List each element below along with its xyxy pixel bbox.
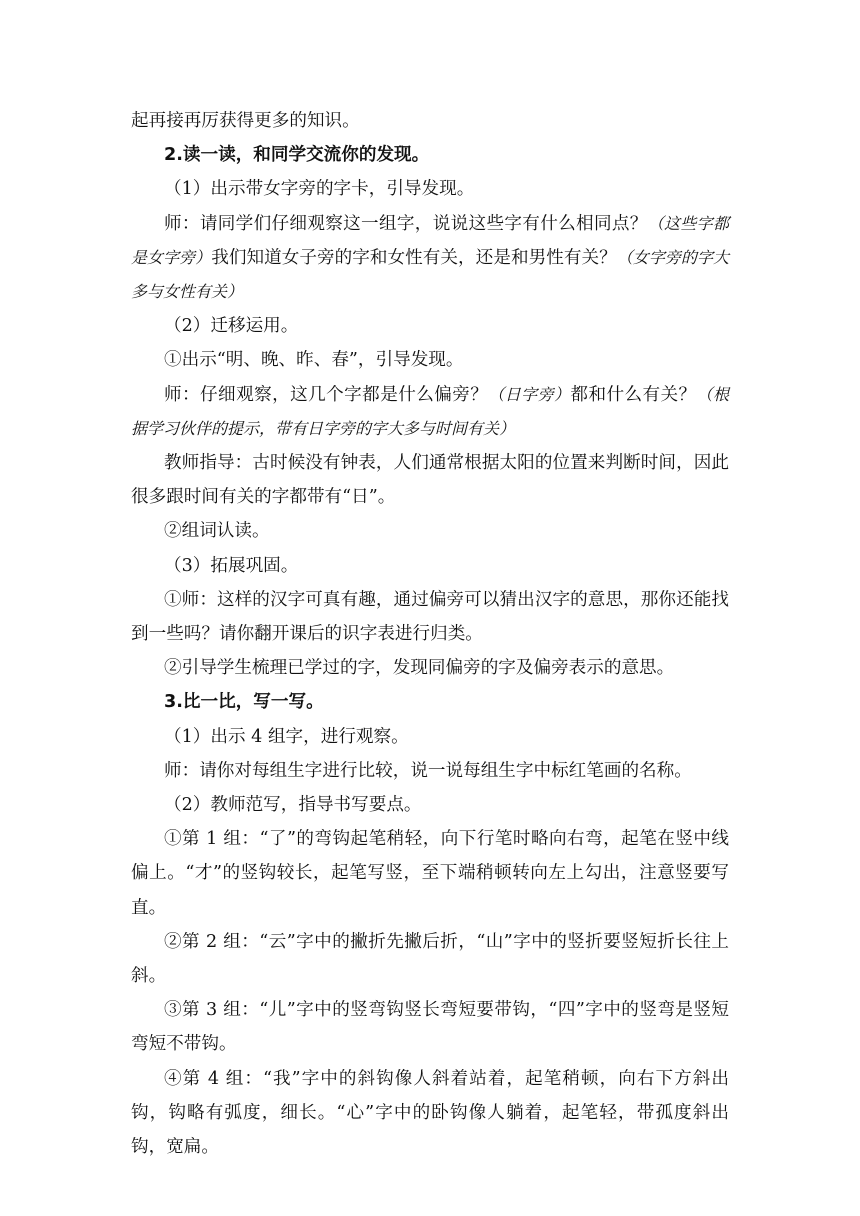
paragraph: ③第 3 组：“儿”字中的竖弯钩竖长弯短要带钩，“四”字中的竖弯是竖短弯短不带钩。 [131,1000,729,1055]
paragraph: ②组词认读。 [164,521,270,542]
paragraph [131,207,729,310]
paragraph: （3）拓展巩固。 [164,555,299,576]
paragraph: （2）教师范写，指导书写要点。 [164,795,422,816]
answer-note: （女字旁的字大多与女性有关） [131,247,729,302]
paragraph: 教师指导：古时候没有钟表，人们通常根据太阳的位置来判断时间，因此很多跟时间有关的字都带有“日”。 [131,453,729,508]
paragraph: 师：请你对每组生字进行比较，说一说每组生字中标红笔画的名称。 [164,760,692,781]
document-body [131,104,729,1164]
section-heading: 3.比一比，写一写。 [164,692,324,713]
paragraph: ①第 1 组：“了”的弯钩起笔稍轻，向下行笔时略向右弯，起笔在竖中线偏上。“才”的竖钩较长，起笔写竖，至下端稍顿转向左上勾出，注意竖要写直。 [131,829,729,918]
section-heading: 2.读一读，和同学交流你的发现。 [164,145,430,166]
answer-note: （这些字都是女字旁） [131,213,729,267]
paragraph: （1）出示 4 组字，进行观察。 [164,726,409,747]
paragraph: （2）迁移运用。 [164,316,299,337]
paragraph [131,378,729,446]
paragraph-text: 师：仔细观察，这几个字都是什么偏旁？ [164,384,489,405]
paragraph: ①出示“明、晚、昨、春”，引导发现。 [164,350,464,371]
paragraph: （1）出示带女字旁的字卡，引导发现。 [164,179,475,200]
paragraph: ④第 4 组：“我”字中的斜钩像人斜着站着，起笔稍顿，向右下方斜出钩，钩略有弧度，细长。“心”字中的卧钩像人躺着，起笔轻，带孤度斜出钩，宽扁。 [131,1068,729,1158]
paragraph: 起再接再厉获得更多的知识。 [131,111,360,131]
paragraph: ②第 2 组：“云”字中的撇折先撇后折，“山”字中的竖折要竖短折长往上斜。 [131,931,729,987]
paragraph: ①师：这样的汉字可真有趣，通过偏旁可以猜出汉字的意思，那你还能找到一些吗？请你翻开课后的识字表进行归类。 [131,589,729,645]
paragraph-text: 我们知道女子旁的字和女性有关，还是和男性有关？ [211,247,617,268]
paragraph-text: 都和什么有关？ [570,384,697,405]
answer-note: （根据学习伙伴的提示，带有日字旁的字大多与时间有关） [131,384,729,438]
answer-note: （日字旁） [488,384,571,404]
paragraph-text: 师：请同学们仔细观察这一组字，说说这些字有什么相同点？ [164,213,648,234]
paragraph: ②引导学生梳理已学过的字，发现同偏旁的字及偏旁表示的意思。 [164,658,675,679]
